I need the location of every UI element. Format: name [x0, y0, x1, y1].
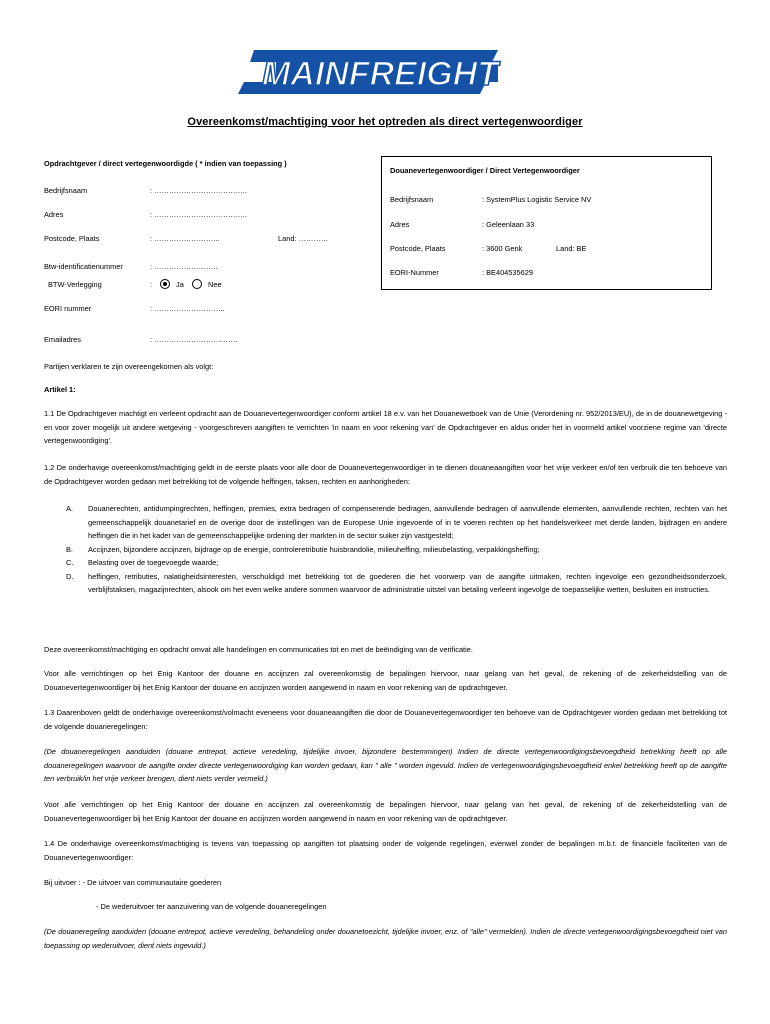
list-item: [44, 543, 727, 557]
client-company-label: Bedrijfsnaam: [44, 186, 88, 195]
list-item-text: Accijnzen, bijzondere accijnzen, bijdrage op de energie, controleretributie huisbrandolie, milieuheffing, milieubelasting, verpakkingsheffing;: [88, 544, 540, 554]
list-item-letter: A.: [66, 504, 73, 513]
client-country-field[interactable]: Land: …………: [278, 234, 329, 243]
list-item-text: Douanerechten, antidumpingrechten, heffingen, premies, extra bedragen of compenserende bedragen, aanvullende bedragen of aanvullende elementen, aanvullende rechten, rechten van het gemeenschappelijk douanetarief en de overige door de instellingen van de Europese Unie ingevoerde of in te voeren rechten op het handelsverkeer met derde landen, bijdragen en andere heffingen die in het kader van de gemeenschappelijke ordening der markten in de sector suiker zijn vastgesteld;: [88, 504, 727, 540]
paragraph-reexport-note: (De douaneregeling aanduiden (douane entrepot, actieve veredeling, behandeling onder douanetoezicht, tijdelijke invoer, enz. of "alle" vermelden). Indien de directe vertegenwoordigingsbevoegdheid niet van toepassing op wederuitvoer, dient niets ingevuld.): [44, 927, 727, 950]
client-email-field[interactable]: : …………………………….: [150, 335, 238, 344]
representative-postcode-value: : 3600 Genk: [482, 244, 523, 253]
paragraph-scope: Deze overeenkomst/machtiging en opdracht omvat alle handelingen en communicaties tot en met de beëindiging van de verificatie.: [44, 645, 473, 654]
paragraph-1-4: 1.4 De onderhavige overeenkomst/machtiging is tevens van toepassing op aangiften tot plaatsing onder de volgende regelingen, evenwel zonder de bepalingen m.b.t. de financiële faciliteiten van de Douanevertegenwoordiger:: [44, 839, 727, 862]
representative-address-value: : Geleenlaan 33: [482, 220, 535, 229]
paragraph-1-1: 1.1 De Opdrachtgever machtigt en verleent opdracht aan de Douanevertegenwoordiger conform artikel 18 e.v. van het Douanewetboek van de Unie (Verordening nr. 952/2013/EU), de in de douanewetgeving - en voor zover mogelijk uit andere wetgeving - voorgeschreven aangiften te verrichten 'in naam en voor rekening van' de Opdrachtgever en aldus onder het in voormeld artikel voorziene regime van 'directe vertegenwoordiging'.: [44, 409, 727, 445]
list-item-letter: B.: [66, 544, 73, 554]
export-line-2: - De wederuitvoer ter aanzuivering van de volgende douaneregelingen: [96, 902, 327, 911]
article-heading: Artikel 1:: [44, 385, 76, 394]
mainfreight-logo-graphic: [236, 44, 506, 100]
representative-eori-label: EORI-Nummer: [390, 268, 439, 277]
list-item: [44, 502, 727, 543]
parties-intro: Partijen verklaren te zijn overeengekomen als volgt:: [44, 362, 214, 371]
client-company-field[interactable]: : ………………………………..: [150, 186, 247, 195]
client-vat-label: Btw-identificatienummer: [44, 262, 123, 271]
client-address-label: Adres: [44, 210, 64, 219]
paragraph-procedures-note: (De douaneregelingen aanduiden (douane entrepot, actieve veredeling, tijdelijke invoer, bijzondere bestemmingen) Indien de directe vertegenwoordigingsbevoegdheid betrekking heeft op alle douaneregelingen waarvoor de aangifte onder directe vertegenwoordiging kan worden gedaan, kan " alle " worden ingevuld. Indien de vertegenwoordigingsbevoegdheid enkel betrekking heeft op de aangifte ten verbruik/in het vrije verkeer brengen, dient niets verder vermeld.): [44, 747, 727, 783]
document-title: Overeenkomst/machtiging voor het optreden als direct vertegenwoordiger: [187, 116, 583, 128]
list-item-letter: D.: [66, 571, 74, 581]
client-email-label: Emailadres: [44, 335, 81, 344]
client-postcode-label: Postcode, Plaats: [44, 234, 100, 243]
client-eori-field[interactable]: : ………………………..: [150, 304, 225, 313]
svg-text:MAINFREIGHT: MAINFREIGHT: [262, 55, 502, 93]
vat-shift-no-label: Nee: [208, 280, 222, 289]
list-item-letter: C.: [66, 558, 74, 567]
paragraph-1-3: 1.3 Daarenboven geldt de onderhavige overeenkomst/volmacht eveneens voor douaneaangiften die door de Douanevertegenwoordiger ten behoeve van de Opdrachtgever worden gedaan met betrekking tot de volgende douaneregelingen:: [44, 708, 727, 731]
representative-postcode-label: Postcode, Plaats: [390, 244, 446, 253]
levies-list: [44, 502, 727, 597]
paragraph-1-2: 1.2 De onderhavige overeenkomst/machtiging geldt in de eerste plaats voor alle door de Douanevertegenwoordiger in te dienen douaneaangiften voor het vrije verkeer en/of ten verbruik die ten behoeve van de Opdrachtgever worden gedaan met betrekking tot de volgende heffingen, taksen, rechten en aanhorigheden:: [44, 463, 727, 486]
client-address-field[interactable]: : ………………………………..: [150, 210, 247, 219]
representative-heading: Douanevertegenwoordiger / Direct Vertegenwoordiger: [390, 166, 580, 175]
list-item-text: heffingen, retributies, nalatigheidsinteresten, verschuldigd met betrekking tot de goederen die het voorwerp van de aangifte uitmaken, rechten ingevolge een gezondheidsonderzoek, verblijfstaksen, magazijnrechten, alsook om het even welke andere sommen waarvoor de administratie uitstel van betaling verleent ingevolge de toepasselijke wetten, besluiten en instructies.: [88, 571, 727, 594]
client-eori-label: EORI nummer: [44, 304, 92, 313]
list-item: [44, 556, 727, 570]
representative-address-label: Adres: [390, 220, 410, 229]
representative-company-label: Bedrijfsnaam: [390, 195, 434, 204]
paragraph-enig-kantoor-2: Voor alle verrichtingen op het Enig Kantoor der douane en accijnzen zal overeenkomstig de bepalingen hiervoor, naar gelang van het geval, de rekening of de zekerheidstelling van de Douanevertegenwoordiger bij het Enig Kantoor der douane en accijnzen worden aangewend in naam en voor rekening van de opdrachtgever.: [44, 800, 727, 823]
vat-shift-yes-radio[interactable]: [160, 279, 170, 289]
vat-shift-colon: :: [150, 280, 153, 289]
client-vat-field[interactable]: : ……………………..: [150, 262, 218, 271]
list-item-text: Belasting over de toegevoegde waarde;: [88, 558, 219, 567]
vat-shift-label: BTW-Verlegging: [48, 280, 102, 289]
vat-shift-yes-label: Ja: [176, 280, 184, 289]
representative-eori-value: : BE404535629: [482, 268, 533, 277]
paragraph-enig-kantoor-1: Voor alle verrichtingen op het Enig Kantoor der douane en accijnzen zal overeenkomstig de bepalingen hiervoor, naar gelang van het geval, de rekening of de zekerheidstelling van de Douanevertegenwoordiger bij het Enig Kantoor der douane en accijnzen worden aangewend in naam en voor rekening van de opdrachtgever.: [44, 669, 727, 692]
client-postcode-field[interactable]: : ……………………...: [150, 234, 220, 243]
list-item: [44, 570, 727, 597]
vat-shift-no-radio[interactable]: [192, 279, 202, 289]
representative-company-value: : SystemPlus Logistic Service NV: [482, 195, 592, 204]
client-section-heading: Opdrachtgever / direct vertegenwoordigde ( * indien van toepassing ): [44, 159, 287, 168]
export-line-1: Bij uitvoer : - De uitvoer van communautaire goederen: [44, 878, 222, 887]
mainfreight-logo: [236, 44, 506, 100]
representative-country-value: Land: BE: [556, 244, 587, 253]
